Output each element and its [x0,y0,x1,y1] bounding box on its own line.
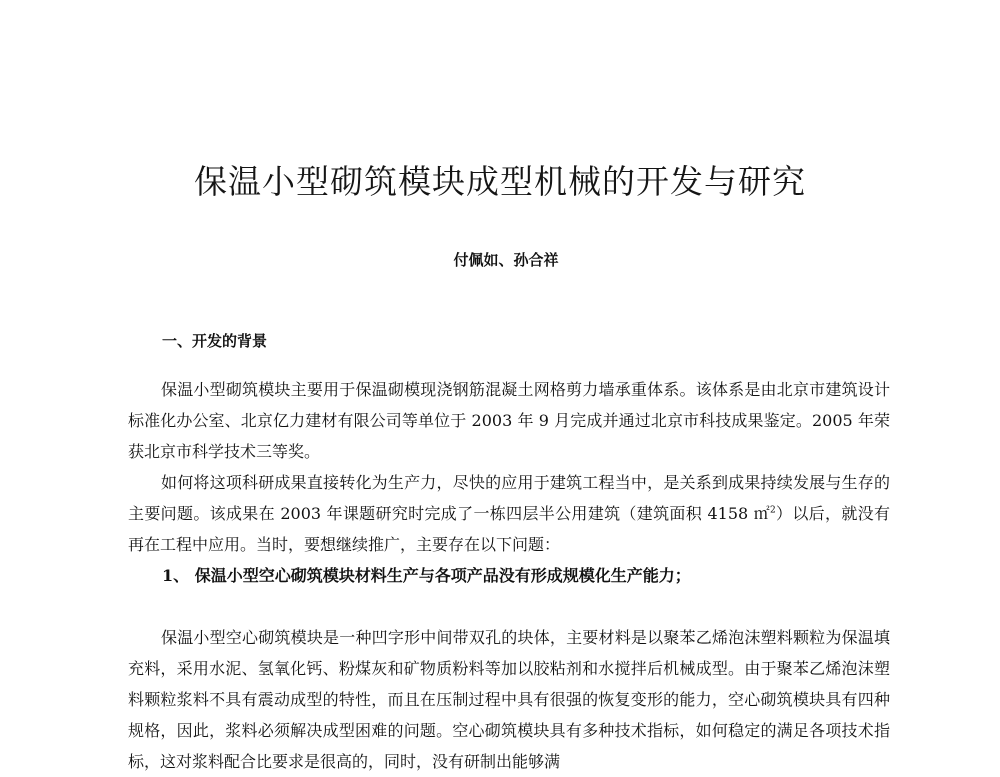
paragraph-2-main-text: 如何将这项科研成果直接转化为生产力，尽快的应用于建筑工程当中，是关系到成果持续发展与生存的主要问题。该成果在 2003 年课题研究时完成了一栋四层半公用建筑（建筑面积 4158 ㎡ [128,473,890,523]
paper-title: 保温小型砌筑模块成型机械的开发与研究 [194,162,806,201]
body-paragraph-1: 保温小型砌筑模块主要用于保温砌模现浇钢筋混凝土网格剪力墙承重体系。该体系是由北京市建筑设计标准化办公室、北京亿力建材有限公司等单位于 2003 年 9 月完成并通过北京市科技成果鉴定。2005 年荣获北京市科学技术三等奖。 [128,380,890,461]
subheading-item-1: 1、 保温小型空心砌筑模块材料生产与各项产品没有形成规模化生产能力； [162,566,691,585]
body-paragraph-3: 保温小型空心砌筑模块是一种凹字形中间带双孔的块体，主要材料是以聚苯乙烯泡沫塑料颗粒为保温填充料，采用水泥、氢氧化钙、粉煤灰和矿物质粉料等加以胶粘剂和水搅拌后机械成型。由于聚苯乙烯泡沫塑料颗粒浆料不具有震动成型的特性，而且在压制过程中具有很强的恢复变形的能力，空心砌筑模块具有四种规格，因此，浆料必须解决成型困难的问题。空心砌筑模块具有多种技术指标，如何稳定的满足各项技术指标，这对浆料配合比要求是很高的，同时，没有研制出能够满 [128,628,890,771]
author-line: 付佩如、孙合祥 [453,251,559,269]
area-unit-superscript: 2 [769,505,776,516]
paragraph-2-rest-text: ）以后，就没有再在工程中应用。当时，要想继续推广，主要存在以下问题： [128,504,890,554]
body-paragraph-2 [128,467,890,560]
section-heading-background: 一、开发的背景 [162,332,268,350]
